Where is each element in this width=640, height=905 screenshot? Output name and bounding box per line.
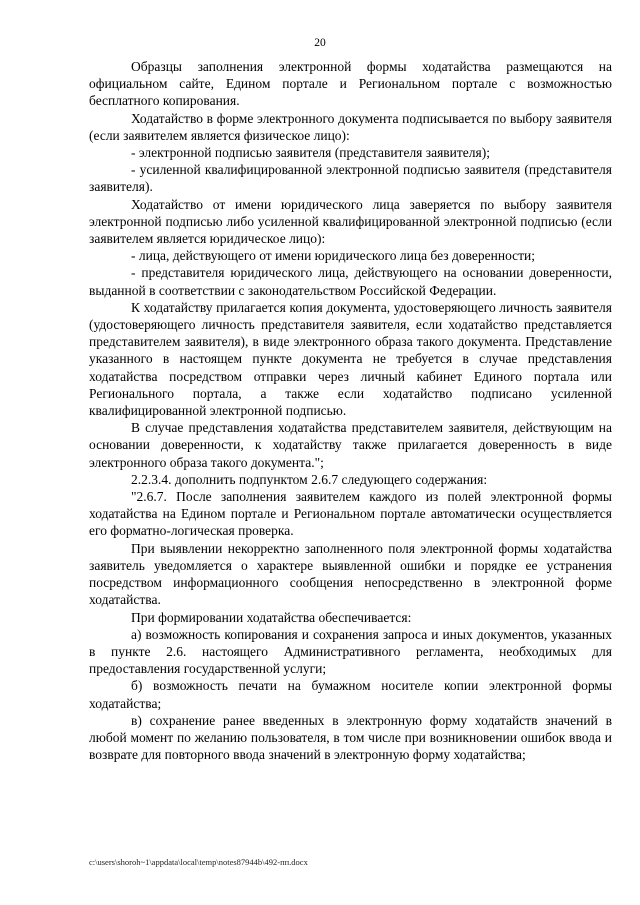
paragraph: "2.6.7. После заполнения заявителем каждого из полей электронной формы ходатайства на Едином портале и Региональном портале автоматически осуществляется его форматно-логическая проверка. bbox=[89, 489, 612, 539]
paragraph: Ходатайство в форме электронного документа подписывается по выбору заявителя (если заявителем является физическое лицо): bbox=[89, 110, 612, 143]
file-path-footer: c:\users\shoroh~1\appdata\local\temp\notes87944b\492-пп.docx bbox=[89, 857, 308, 867]
paragraph: Ходатайство от имени юридического лица заверяется по выбору заявителя электронной подписью либо усиленной квалифицированной электронной подписью (если заявителем является юридическое лицо): bbox=[89, 196, 612, 247]
paragraph: - представителя юридического лица, действующего на основании доверенности, выданной в соответствии с законодательством Российской Федерации. bbox=[89, 265, 612, 298]
paragraph: При выявлении некорректно заполненного поля электронной формы ходатайства заявитель уведомляется о характере выявленной ошибки и порядке ее устранения посредством информационного сообщения непосредственно в электронной форме ходатайства. bbox=[89, 540, 612, 608]
paragraph: - усиленной квалифицированной электронной подписью заявителя (представителя заявителя). bbox=[89, 162, 612, 195]
paragraph: При формировании ходатайства обеспечивается: bbox=[131, 609, 412, 625]
document-body bbox=[89, 58, 612, 763]
paragraph: В случае представления ходатайства представителем заявителя, действующим на основании доверенности, к ходатайству также прилагается доверенность в виде электронного образа такого документа."; bbox=[89, 420, 612, 470]
paragraph: в) сохранение ранее введенных в электронную форму ходатайств значений в любой момент по желанию пользователя, в том числе при возникновении ошибок ввода и возврате для повторного ввода значений в электронную форму ходатайства; bbox=[89, 712, 612, 763]
paragraph: а) возможность копирования и сохранения запроса и иных документов, указанных в пункте 2.6. настоящего Административного регламента, необходимых для предоставления государственной услуги; bbox=[89, 626, 612, 677]
paragraph: К ходатайству прилагается копия документа, удостоверяющего личность заявителя (удостоверяющего личность представителя заявителя, если ходатайство представляется представителем заявителя), в виде электронного образа такого документа. Представление указанного в настоящем пункте документа не требуется в случае представления ходатайства посредством отправки через личный кабинет Единого портала или Регионального портала, а также если ходатайство подписано усиленной квалифицированной электронной подписью. bbox=[89, 299, 612, 419]
paragraph: 2.2.3.4. дополнить подпунктом 2.6.7 следующего содержания: bbox=[131, 471, 488, 487]
paragraph: б) возможность печати на бумажном носителе копии электронной формы ходатайства; bbox=[89, 678, 612, 711]
paragraph: - лица, действующего от имени юридического лица без доверенности; bbox=[131, 248, 536, 264]
paragraph: - электронной подписью заявителя (представителя заявителя); bbox=[131, 145, 490, 161]
page-number: 20 bbox=[314, 37, 326, 49]
paragraph: Образцы заполнения электронной формы ходатайства размещаются на официальном сайте, Едином портале и Региональном портале с возможностью бесплатного копирования. bbox=[89, 59, 612, 109]
